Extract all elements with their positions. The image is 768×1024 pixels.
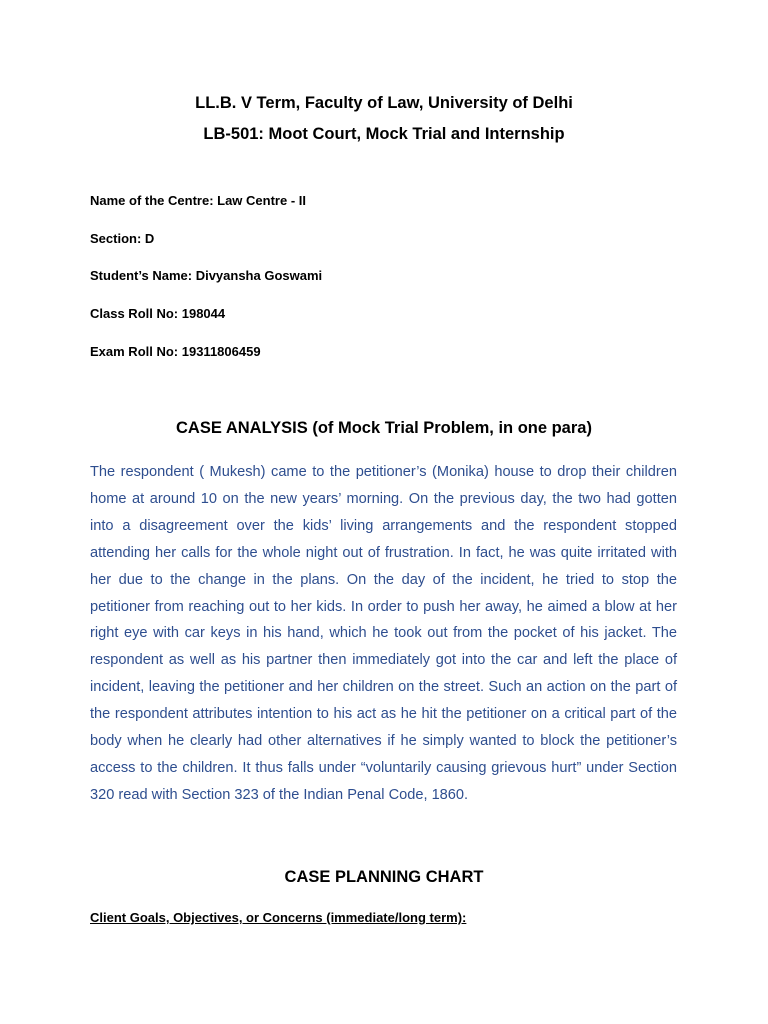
centre-name: Name of the Centre: Law Centre - II — [90, 193, 306, 208]
case-planning-heading: CASE PLANNING CHART — [284, 868, 484, 886]
document-title: LL.B. V Term, Faculty of Law, University of Delhi — [195, 94, 573, 112]
student-name: Student’s Name: Divyansha Goswami — [90, 268, 323, 283]
case-analysis-heading: CASE ANALYSIS (of Mock Trial Problem, in one para) — [176, 419, 592, 437]
class-roll-no: Class Roll No: 198044 — [90, 306, 226, 321]
course-title: LB-501: Moot Court, Mock Trial and Internship — [203, 125, 565, 143]
case-analysis-paragraph: The respondent ( Mukesh) came to the petitioner’s (Monika) house to drop their children home at around 10 on the new years’ morning. On the previous day, the two had gotten into a disagreement over the kids’ living arrangements and the respondent stopped attending her calls for the whole night out of frustration. In fact, he was quite irritated with her due to the change in the plans. On the day of the incident, he tried to stop the petitioner from reaching out to her kids. In order to push her away, he aimed a blow at her right eye with car keys in his hand, which he took out from the pocket of his jacket. The respondent as well as his partner then immediately got into the car and left the place of incident, leaving the petitioner and her children on the street. Such an action on the part of the respondent attributes intention to his act as he hit the petitioner on a critical part of the body when he clearly had other alternatives if he simply wanted to block the petitioner’s access to the children. It thus falls under “voluntarily causing grievous hurt” under Section 320 read with Section 323 of the Indian Penal Code, 1860. — [90, 464, 677, 803]
client-goals-label: Client Goals, Objectives, or Concerns (immediate/long term): — [90, 910, 467, 925]
exam-roll-no: Exam Roll No: 19311806459 — [90, 344, 261, 359]
section-line: Section: D — [90, 231, 155, 246]
